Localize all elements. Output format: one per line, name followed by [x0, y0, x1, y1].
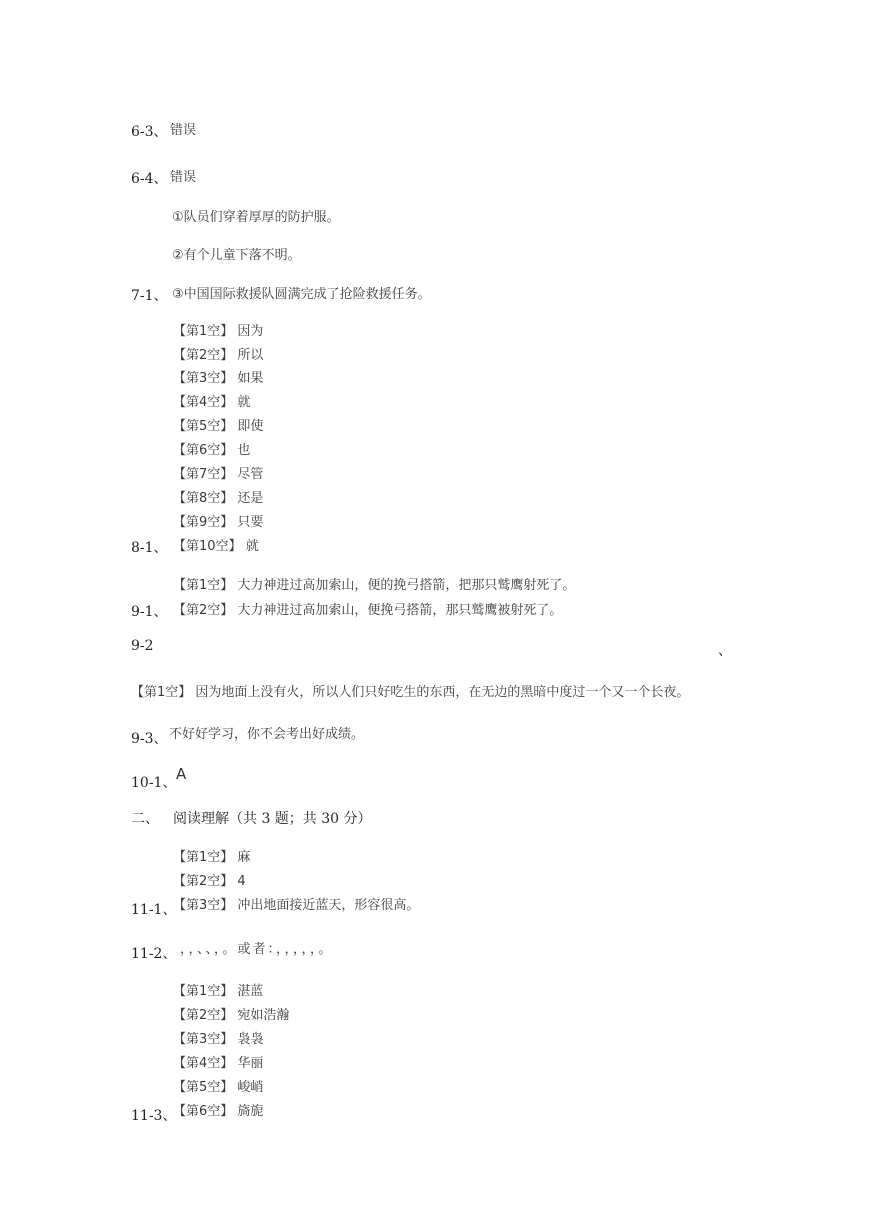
blank-answer — [173, 535, 259, 554]
blank-answer — [131, 681, 689, 700]
section-index: 二、 — [131, 811, 159, 827]
blank-value: 大力神进过高加索山，便挽弓搭箭，那只鹫鹰被射死了。 — [237, 603, 563, 618]
question-number: 8-1、 — [131, 540, 168, 556]
answer-text: 不好好学习，你不会考出好成绩。 — [169, 727, 365, 742]
blank-value: 袅袅 — [237, 1032, 264, 1047]
blank-label: 【第2空】 — [173, 1008, 234, 1023]
blank-value: 4 — [237, 874, 246, 889]
question-number: 11-2、 — [131, 946, 177, 962]
answer-text: ，，、、，。或者：，，，，，。 — [180, 942, 334, 957]
section-heading — [131, 808, 372, 828]
section-title: 阅读理解（共 3 题；共 30 分） — [173, 811, 372, 827]
question-number: 11-1、 — [131, 902, 177, 918]
blank-label: 【第4空】 — [173, 395, 234, 410]
blank-value: 麻 — [237, 850, 251, 865]
blank-answer — [173, 599, 562, 618]
blank-label: 【第7空】 — [173, 467, 234, 482]
blank-value: 就 — [237, 395, 251, 410]
question-number: 9-2 — [131, 638, 154, 654]
blank-value: 因为地面上没有火，所以人们只好吃生的东西，在无边的黑暗中度过一个又一个长夜。 — [195, 685, 690, 700]
trailing-mark: 、 — [718, 643, 732, 659]
blank-answer — [173, 344, 263, 363]
blank-label: 【第9空】 — [173, 515, 234, 530]
blank-value: 如果 — [237, 371, 264, 386]
blank-label: 【第8空】 — [173, 491, 234, 506]
blank-value: 只要 — [237, 515, 264, 530]
blank-value: 所以 — [237, 348, 264, 363]
blank-value: 峻峭 — [237, 1080, 264, 1095]
answer-line: ②有个儿童下落不明。 — [172, 248, 301, 263]
blank-value: 华丽 — [237, 1056, 264, 1071]
blank-label: 【第5空】 — [173, 1080, 234, 1095]
answer-text: A — [176, 765, 187, 783]
blank-value: 尽管 — [237, 467, 264, 482]
blank-value: 旖旎 — [237, 1104, 264, 1119]
blank-answer — [173, 1052, 263, 1071]
blank-answer — [173, 487, 263, 506]
blank-label: 【第10空】 — [173, 539, 242, 554]
blank-value: 因为 — [237, 324, 264, 339]
blank-answer — [173, 846, 250, 865]
blank-value: 即使 — [237, 419, 264, 434]
blank-answer — [173, 463, 263, 482]
blank-answer — [173, 1004, 289, 1023]
blank-label: 【第6空】 — [173, 1104, 234, 1119]
blank-answer — [173, 439, 250, 458]
answer-line: ①队员们穿着厚厚的防护服。 — [172, 210, 340, 225]
question-number: 6-3、 — [131, 124, 168, 140]
blank-answer — [173, 1076, 263, 1095]
blank-label: 【第2空】 — [173, 603, 234, 618]
question-number: 11-3、 — [131, 1108, 177, 1124]
blank-value: 宛如浩瀚 — [237, 1008, 290, 1023]
blank-label: 【第1空】 — [173, 984, 234, 999]
blank-answer — [173, 415, 263, 434]
answer-text: 错误 — [170, 123, 197, 138]
blank-answer — [173, 320, 263, 339]
blank-value: 也 — [237, 443, 251, 458]
blank-value: 还是 — [237, 491, 264, 506]
blank-label: 【第6空】 — [173, 443, 234, 458]
blank-value: 冲出地面接近蓝天，形容很高。 — [237, 898, 420, 913]
blank-value: 湛蓝 — [237, 984, 264, 999]
blank-answer — [173, 1100, 263, 1119]
blank-answer — [173, 574, 575, 593]
answer-text: 错误 — [170, 170, 197, 185]
blank-answer — [173, 870, 246, 889]
blank-value: 就 — [245, 539, 259, 554]
blank-answer — [173, 894, 419, 913]
blank-label: 【第3空】 — [173, 1032, 234, 1047]
question-number: 9-1、 — [131, 604, 168, 620]
blank-label: 【第1空】 — [131, 685, 192, 700]
question-number: 7-1、 — [131, 288, 168, 304]
blank-label: 【第1空】 — [173, 578, 234, 593]
blank-answer — [173, 367, 263, 386]
blank-label: 【第2空】 — [173, 348, 234, 363]
question-number: 9-3、 — [131, 731, 168, 747]
blank-label: 【第3空】 — [173, 371, 234, 386]
question-number: 6-4、 — [131, 171, 168, 187]
blank-label: 【第2空】 — [173, 874, 234, 889]
answer-line: ③中国国际救援队圆满完成了抢险救援任务。 — [172, 287, 431, 302]
blank-label: 【第5空】 — [173, 419, 234, 434]
blank-answer — [173, 1028, 263, 1047]
blank-label: 【第4空】 — [173, 1056, 234, 1071]
blank-label: 【第1空】 — [173, 324, 234, 339]
question-number: 10-1、 — [131, 775, 177, 791]
blank-label: 【第1空】 — [173, 850, 234, 865]
blank-answer — [173, 391, 250, 410]
blank-answer — [173, 980, 263, 999]
blank-value: 大力神进过高加索山，便的挽弓搭箭，把那只鹫鹰射死了。 — [237, 578, 576, 593]
blank-label: 【第3空】 — [173, 898, 234, 913]
blank-answer — [173, 511, 263, 530]
